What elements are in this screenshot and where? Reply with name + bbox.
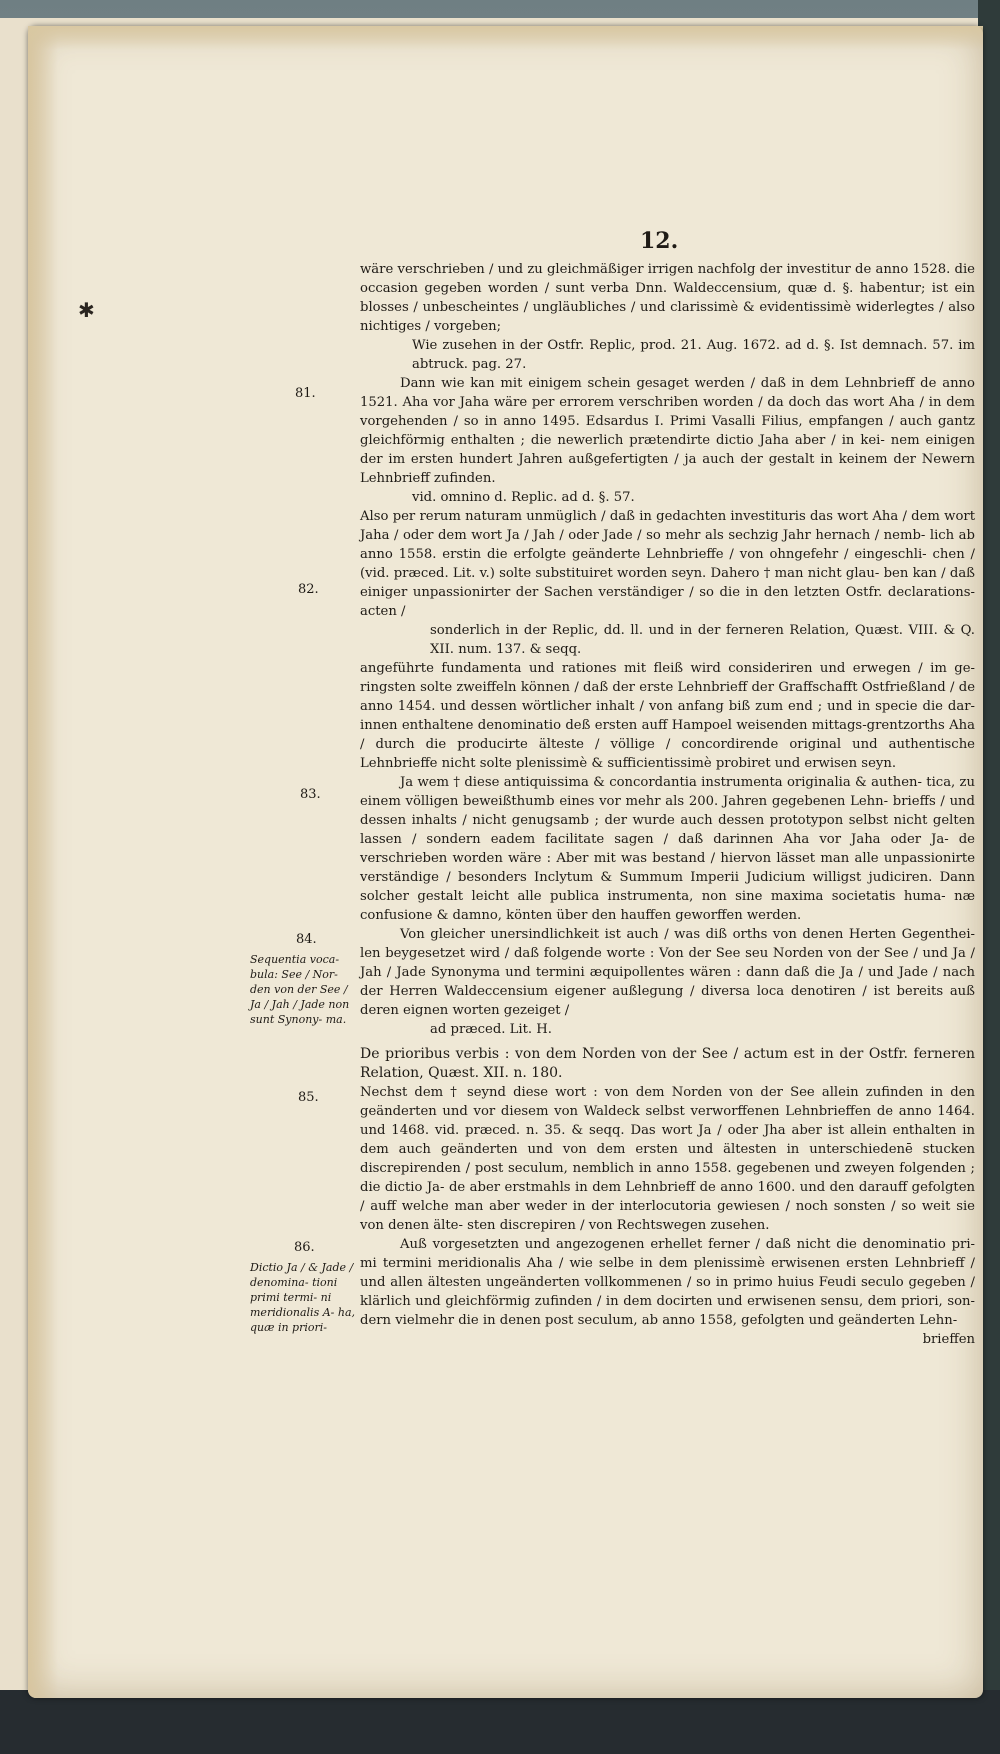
page-number: 12. xyxy=(640,228,679,254)
paragraph: Nechst dem † seynd diese wort : von dem Norden von der See allein zufinden in den geänderten und vor diesem von Waldeck selbst verworffenen Lehnbrieffen de anno 1464. und 1468. vid. præced. n. 35. & seqq. Das wort Ja / oder Jha aber ist allein enthalten in dem auch geänderten und von dem ersten und ältesten in unterschiedenē stucken discrepirenden / post seculum, nemblich in anno 1558. gegebenen und zweyen folgenden ; die dictio Ja- de aber erstmahls in dem Lehnbrieff de anno 1600. und den darauff gefolgten / auff welche man aber weder in der interlocutoria gewiesen / noch sonsten / so weit sie von denen älte- sten discrepiren / von Rechtswegen zusehen. xyxy=(360,1085,975,1233)
paragraph: Ja wem † diese antiquissima & concordantia instrumenta originalia & authen- tica, zu einem völligen beweißthumb eines vor mehr als 200. Jahren gegebenen Lehn- brieffs / und dessen inhalts / nicht genugsamb ; der wurde auch dessen prototypon selbst nicht gelten lassen / sondern eadem facilitate sagen / daß darinnen Aha vor Jaha oder Ja- de verschrieben worden wäre : Aber mit was bestand / hiervon lässet man alle unpassionirte verständige / besonders Inclytum & Summum Imperii Judicium willigst judiciren. Dann solcher gestalt leicht alle publica instrumenta, non sine maxima societatis huma- næ confusione & damno, könten über den hauffen geworffen werden. xyxy=(360,775,975,923)
citation: ad præced. Lit. H. xyxy=(430,1022,553,1037)
bottom-band xyxy=(0,1690,1000,1754)
page-worn-edge-top xyxy=(28,26,983,50)
paragraph: wäre verschrieben / und zu gleichmäßiger irrigen nachfolg der investitur de anno 1528. die occasion gegeben worden / sunt verba Dnn. Waldeccensium, quæ d. §. habentur; ist ein blosses / unbescheintes / ungläubliches / und clarissimè & evidentissimè widerlegtes / also nichtiges / vorgeben; xyxy=(360,262,975,334)
paragraph: Von gleicher unersindlichkeit ist auch / was diß orths von denen Herten Gegenthei- len beygesetzet wird / daß folgende worte : Von der See seu Norden von der See / und Ja / Jah / Jade Synonyma und termini æquipollentes wären : dann daß die Ja / und Jade / nach der Herren Waldeccensium eigener außlegung / diversa loca denotiren / ist bereits auß deren eignen worten gezeiget / xyxy=(360,927,975,1018)
paragraph: Also per rerum naturam unmüglich / daß in gedachten investituris das wort Aha / dem wort Jaha / oder dem wort Ja / Jah / oder Jade / so mehr als sechzig Jahr hernach / nemb- lich ab anno 1558. erstin die erfolgte geänderte Lehnbrieffe / von ohngefehr / eingeschli- chen / (vid. præced. Lit. v.) solte substituiret worden seyn. Dahero † man nicht glau- ben kan / daß einiger unpassionirter der Sachen verständiger / so die in den letzten Ostfr. declarations-acten / xyxy=(360,509,975,619)
margin-number: 85. xyxy=(298,1090,319,1105)
margin-number: 83. xyxy=(300,787,321,802)
citation: sonderlich in der Replic, dd. ll. und in der ferneren Relation, Quæst. VIII. & Q. XII. num. 137. & seqq. xyxy=(430,623,975,657)
catchword: brieffen xyxy=(922,1332,975,1347)
heading-line: De prioribus verbis : von dem Norden von der See / actum est in der Ostfr. ferneren Relation, Quæst. XII. n. 180. xyxy=(360,1046,975,1081)
margin-number: 84. xyxy=(296,932,317,947)
paragraph: angeführte fundamenta und rationes mit fleiß wird consideriren und erwegen / im ge- ringsten solte zweiffeln können / daß der erste Lehnbrieff der Graffschafft Ostfrießland / de anno 1454. und dessen wörtlicher inhalt / von anfang biß zum end ; und in specie die dar- innen enthaltene denominatio deß ersten auff Hampoel weisenden mittags-grentzorths Aha / durch die producirte älteste / völlige / concordirende original und authentische Lehnbrieffe nicht solte plenissimè & sufficientissimè probiret und erwisen seyn. xyxy=(360,661,975,771)
margin-number: 81. xyxy=(295,386,316,401)
page-worn-edge-left xyxy=(28,26,58,1698)
margin-number: 86. xyxy=(294,1240,315,1255)
paragraph: Dann wie kan mit einigem schein gesaget werden / daß in dem Lehnbrieff de anno 1521. Aha vor Jaha wäre per errorem verschriben worden / da doch das wort Aha / in dem vorgehenden / so in anno 1495. Edsardus I. Primi Vasalli Filius, empfangen / auch gantz gleichförmig enthalten ; die newerlich prætendirte dictio Jaha aber / in kei- nem einigen der im ersten hundert Jahren außgefertigten / ja auch der gestalt in keinem der Newern Lehnbrieff zufinden. xyxy=(360,376,975,486)
citation: Wie zusehen in der Ostfr. Replic, prod. 21. Aug. 1672. ad d. §. Ist demnach. 57. im abtruck. pag. 27. xyxy=(412,338,975,372)
citation: vid. omnino d. Replic. ad d. §. 57. xyxy=(412,490,635,505)
paragraph: Auß vorgesetzten und angezogenen erhellet ferner / daß nicht die denominatio pri- mi termini meridionalis Aha / wie selbe in dem plenissimè erwisenen ersten Lehnbrieff / und allen ältesten ungeänderten vollkommenen / so in primo huius Feudi seculo gegeben / klärlich und gleichförmig zufinden / in dem docirten und erwisenen sensu, dem priori, son- dern vielmehr die in denen post seculum, ab anno 1558, gefolgten und geänderten Lehn- xyxy=(360,1237,975,1328)
margin-note: Sequentia voca- bula: See / Nor- den von der See / Ja / Jah / Jade non sunt Synony- ma. xyxy=(250,953,350,1026)
body-text xyxy=(360,260,975,1349)
margin-note: Dictio Ja / & Jade / denomina- tioni primi termi- ni meridionalis A- ha, quæ in priori- xyxy=(250,1261,356,1334)
margin-number: 82. xyxy=(298,582,319,597)
asterisk-mark: ✱ xyxy=(78,298,95,322)
